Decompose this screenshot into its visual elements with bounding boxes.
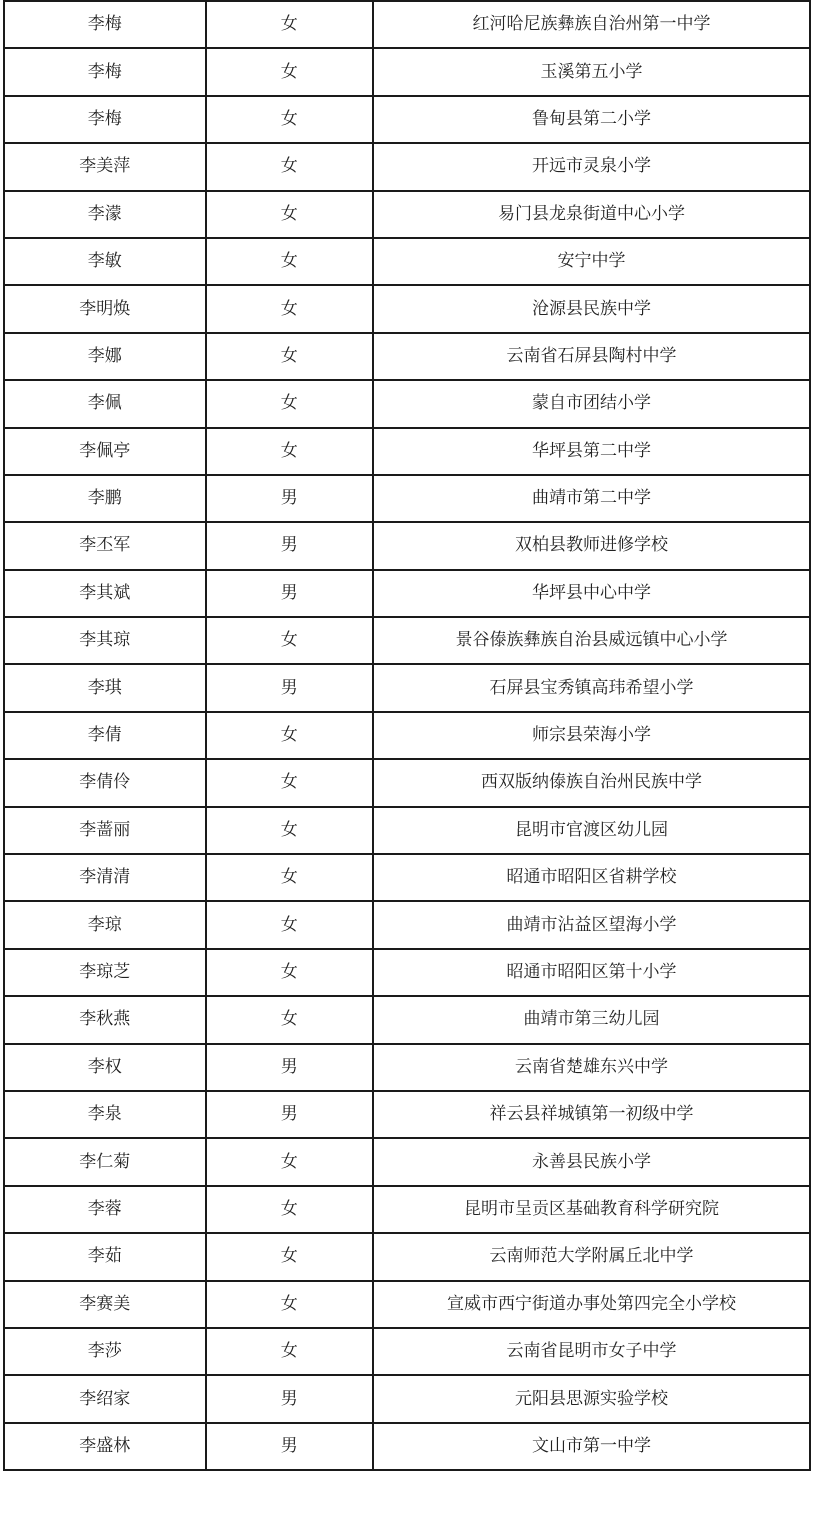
school-cell: 云南省石屏县陶村中学 bbox=[373, 333, 810, 380]
school-cell: 开远市灵泉小学 bbox=[373, 143, 810, 190]
table-row bbox=[4, 238, 810, 285]
school-cell: 昆明市官渡区幼儿园 bbox=[373, 807, 810, 854]
gender-cell: 男 bbox=[206, 1423, 374, 1470]
name-cell: 李琪 bbox=[4, 664, 206, 711]
school-cell: 华坪县第二中学 bbox=[373, 428, 810, 475]
school-cell: 云南省昆明市女子中学 bbox=[373, 1328, 810, 1375]
table-row bbox=[4, 617, 810, 664]
name-cell: 李佩亭 bbox=[4, 428, 206, 475]
name-cell: 李鹏 bbox=[4, 475, 206, 522]
school-cell: 华坪县中心中学 bbox=[373, 570, 810, 617]
school-cell: 曲靖市沾益区望海小学 bbox=[373, 901, 810, 948]
school-cell: 师宗县荣海小学 bbox=[373, 712, 810, 759]
table-row bbox=[4, 333, 810, 380]
gender-cell: 女 bbox=[206, 333, 374, 380]
gender-cell: 女 bbox=[206, 1328, 374, 1375]
gender-cell: 男 bbox=[206, 475, 374, 522]
school-cell: 昭通市昭阳区第十小学 bbox=[373, 949, 810, 996]
school-cell: 易门县龙泉街道中心小学 bbox=[373, 191, 810, 238]
name-cell: 李倩伶 bbox=[4, 759, 206, 806]
name-cell: 李泉 bbox=[4, 1091, 206, 1138]
table-row bbox=[4, 428, 810, 475]
gender-cell: 女 bbox=[206, 285, 374, 332]
school-cell: 石屏县宝秀镇高玮希望小学 bbox=[373, 664, 810, 711]
gender-cell: 男 bbox=[206, 522, 374, 569]
name-cell: 李倩 bbox=[4, 712, 206, 759]
school-cell: 沧源县民族中学 bbox=[373, 285, 810, 332]
school-cell: 曲靖市第二中学 bbox=[373, 475, 810, 522]
table-row bbox=[4, 380, 810, 427]
table-row bbox=[4, 143, 810, 190]
gender-cell: 男 bbox=[206, 1375, 374, 1422]
roster-table-body bbox=[4, 1, 810, 1470]
school-cell: 双柏县教师进修学校 bbox=[373, 522, 810, 569]
name-cell: 李濛 bbox=[4, 191, 206, 238]
gender-cell: 女 bbox=[206, 759, 374, 806]
name-cell: 李绍家 bbox=[4, 1375, 206, 1422]
name-cell: 李梅 bbox=[4, 48, 206, 95]
table-row bbox=[4, 854, 810, 901]
school-cell: 祥云县祥城镇第一初级中学 bbox=[373, 1091, 810, 1138]
name-cell: 李明焕 bbox=[4, 285, 206, 332]
name-cell: 李美萍 bbox=[4, 143, 206, 190]
school-cell: 红河哈尼族彝族自治州第一中学 bbox=[373, 1, 810, 48]
table-row bbox=[4, 807, 810, 854]
table-row bbox=[4, 996, 810, 1043]
table-row bbox=[4, 759, 810, 806]
gender-cell: 女 bbox=[206, 191, 374, 238]
school-cell: 曲靖市第三幼儿园 bbox=[373, 996, 810, 1043]
school-cell: 文山市第一中学 bbox=[373, 1423, 810, 1470]
table-row bbox=[4, 1375, 810, 1422]
name-cell: 李琼芝 bbox=[4, 949, 206, 996]
gender-cell: 女 bbox=[206, 1233, 374, 1280]
name-cell: 李其斌 bbox=[4, 570, 206, 617]
name-cell: 李佩 bbox=[4, 380, 206, 427]
table-row bbox=[4, 570, 810, 617]
school-cell: 蒙自市团结小学 bbox=[373, 380, 810, 427]
gender-cell: 男 bbox=[206, 1091, 374, 1138]
gender-cell: 男 bbox=[206, 664, 374, 711]
gender-cell: 女 bbox=[206, 238, 374, 285]
gender-cell: 女 bbox=[206, 143, 374, 190]
table-row bbox=[4, 96, 810, 143]
table-row bbox=[4, 1328, 810, 1375]
table-row bbox=[4, 1044, 810, 1091]
name-cell: 李其琼 bbox=[4, 617, 206, 664]
school-cell: 玉溪第五小学 bbox=[373, 48, 810, 95]
name-cell: 李丕军 bbox=[4, 522, 206, 569]
table-row bbox=[4, 475, 810, 522]
table-row bbox=[4, 1138, 810, 1185]
gender-cell: 女 bbox=[206, 712, 374, 759]
gender-cell: 女 bbox=[206, 1186, 374, 1233]
name-cell: 李秋燕 bbox=[4, 996, 206, 1043]
name-cell: 李蓉 bbox=[4, 1186, 206, 1233]
table-row bbox=[4, 901, 810, 948]
name-cell: 李琼 bbox=[4, 901, 206, 948]
school-cell: 西双版纳傣族自治州民族中学 bbox=[373, 759, 810, 806]
table-row bbox=[4, 48, 810, 95]
gender-cell: 女 bbox=[206, 996, 374, 1043]
table-row bbox=[4, 191, 810, 238]
table-row bbox=[4, 712, 810, 759]
school-cell: 安宁中学 bbox=[373, 238, 810, 285]
school-cell: 景谷傣族彝族自治县威远镇中心小学 bbox=[373, 617, 810, 664]
school-cell: 宣威市西宁街道办事处第四完全小学校 bbox=[373, 1281, 810, 1328]
table-row bbox=[4, 949, 810, 996]
table-row bbox=[4, 1281, 810, 1328]
table-row bbox=[4, 1091, 810, 1138]
name-cell: 李敏 bbox=[4, 238, 206, 285]
name-cell: 李梅 bbox=[4, 96, 206, 143]
name-cell: 李清清 bbox=[4, 854, 206, 901]
name-cell: 李仁菊 bbox=[4, 1138, 206, 1185]
gender-cell: 女 bbox=[206, 949, 374, 996]
gender-cell: 女 bbox=[206, 1, 374, 48]
table-row bbox=[4, 522, 810, 569]
name-cell: 李梅 bbox=[4, 1, 206, 48]
table-row bbox=[4, 1233, 810, 1280]
gender-cell: 男 bbox=[206, 570, 374, 617]
school-cell: 昭通市昭阳区省耕学校 bbox=[373, 854, 810, 901]
school-cell: 云南师范大学附属丘北中学 bbox=[373, 1233, 810, 1280]
name-cell: 李茹 bbox=[4, 1233, 206, 1280]
name-cell: 李蔷丽 bbox=[4, 807, 206, 854]
gender-cell: 女 bbox=[206, 48, 374, 95]
gender-cell: 女 bbox=[206, 96, 374, 143]
school-cell: 元阳县思源实验学校 bbox=[373, 1375, 810, 1422]
table-row bbox=[4, 1186, 810, 1233]
gender-cell: 女 bbox=[206, 617, 374, 664]
name-cell: 李盛林 bbox=[4, 1423, 206, 1470]
gender-cell: 女 bbox=[206, 901, 374, 948]
gender-cell: 女 bbox=[206, 380, 374, 427]
gender-cell: 女 bbox=[206, 854, 374, 901]
table-row bbox=[4, 1, 810, 48]
gender-cell: 女 bbox=[206, 428, 374, 475]
gender-cell: 女 bbox=[206, 807, 374, 854]
table-row bbox=[4, 285, 810, 332]
school-cell: 云南省楚雄东兴中学 bbox=[373, 1044, 810, 1091]
gender-cell: 女 bbox=[206, 1138, 374, 1185]
table-row bbox=[4, 1423, 810, 1470]
roster-table bbox=[3, 0, 811, 1471]
name-cell: 李莎 bbox=[4, 1328, 206, 1375]
name-cell: 李权 bbox=[4, 1044, 206, 1091]
gender-cell: 男 bbox=[206, 1044, 374, 1091]
name-cell: 李赛美 bbox=[4, 1281, 206, 1328]
gender-cell: 女 bbox=[206, 1281, 374, 1328]
name-cell: 李娜 bbox=[4, 333, 206, 380]
table-row bbox=[4, 664, 810, 711]
school-cell: 鲁甸县第二小学 bbox=[373, 96, 810, 143]
school-cell: 昆明市呈贡区基础教育科学研究院 bbox=[373, 1186, 810, 1233]
school-cell: 永善县民族小学 bbox=[373, 1138, 810, 1185]
